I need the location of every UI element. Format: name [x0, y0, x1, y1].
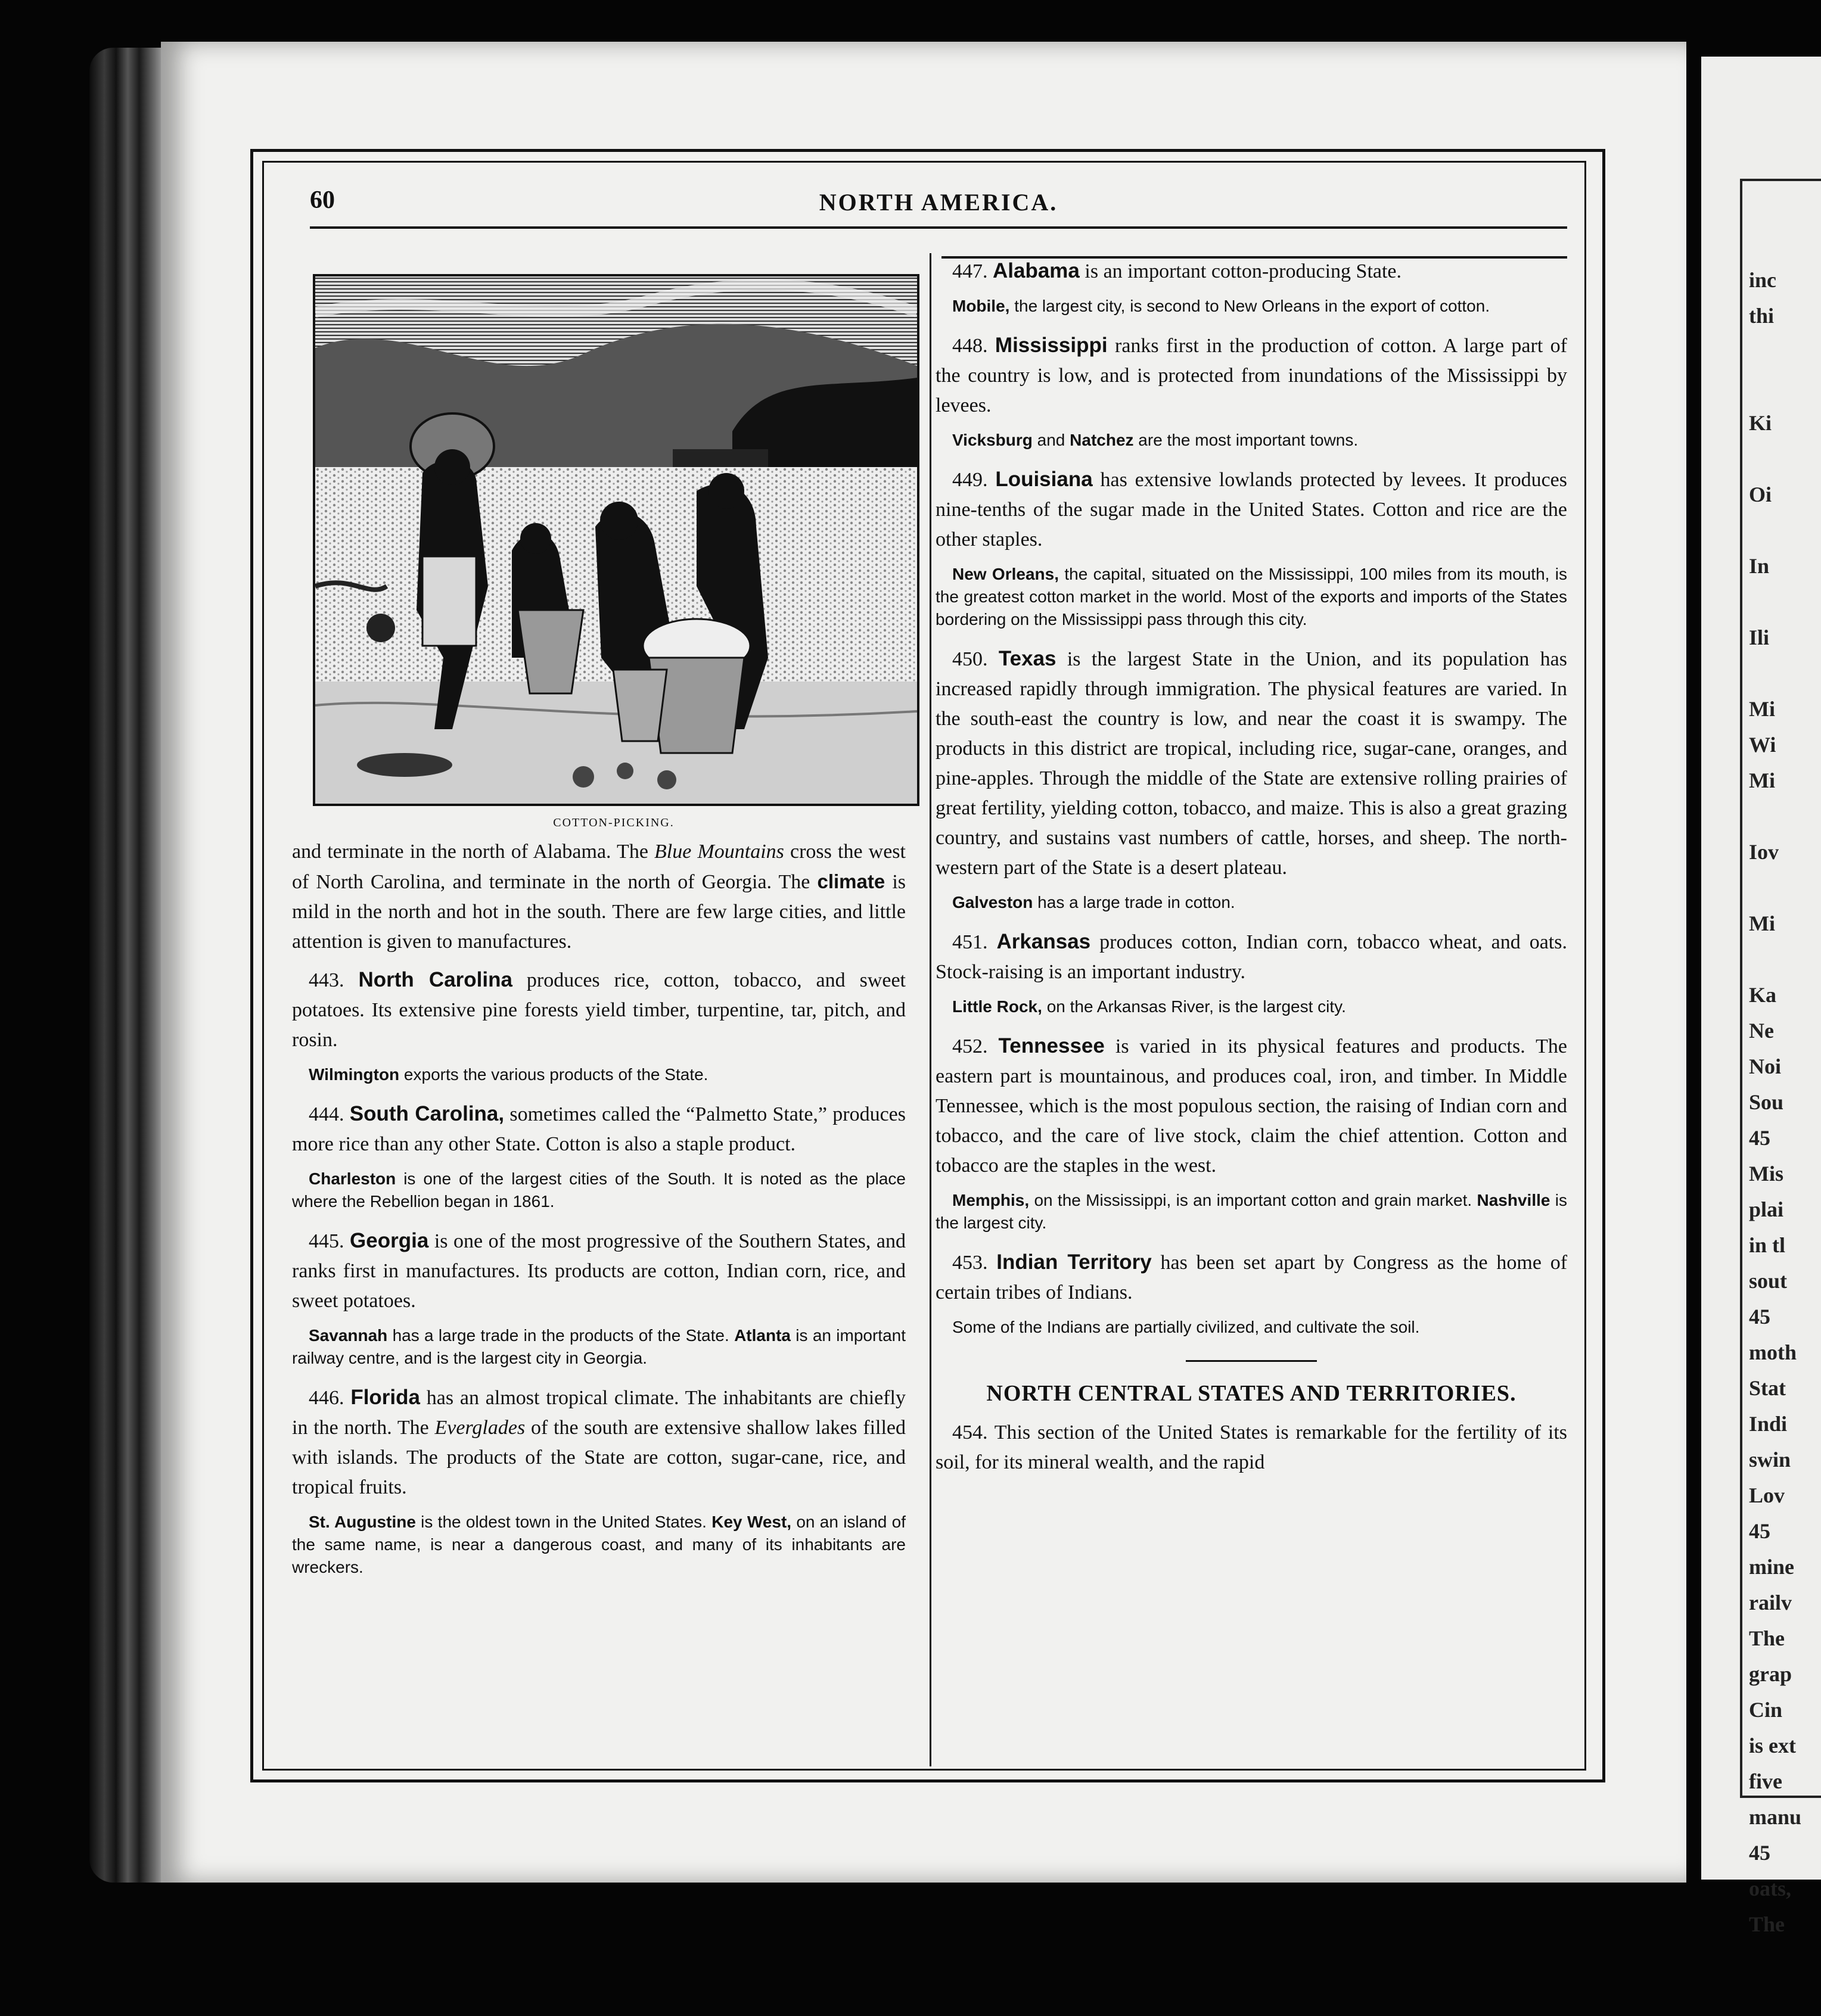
state-name: Georgia [350, 1229, 429, 1252]
text: is varied in its physical features and products. The eastern part is mountainous, and produces coal, iron, and timber. In Middle Tennessee, which is the most populous section, the raising of Indian corn and tobacco, and the care of live stock, claim the chief attention. Cotton and tobacco are the staples in the west. [936, 1035, 1567, 1177]
note-448 [936, 429, 1567, 452]
engraving-image [315, 276, 917, 804]
section-451 [936, 927, 1567, 987]
city-name: St. Augustine [309, 1513, 416, 1531]
left-column [292, 837, 906, 1592]
paragraph-continuation [292, 837, 906, 957]
section-heading: NORTH CENTRAL STATES AND TERRITORIES. [986, 1381, 1517, 1406]
section-number: 450. [952, 648, 988, 670]
italic-term: Everglades [434, 1417, 526, 1439]
running-title: NORTH AMERICA. [819, 189, 1058, 216]
text: is the largest city. [936, 1191, 1568, 1232]
city-name: Mobile, [952, 297, 1010, 315]
note-453: Some of the Indians are partially civilized, and cultivate the soil. [952, 1318, 1420, 1336]
section-452 [936, 1031, 1567, 1181]
note-449 [936, 563, 1567, 631]
text: ranks first in the production of cotton. A large part of the country is low, and is protected from inundations of the Mississippi by levees. [936, 335, 1568, 416]
city-name: Galveston [952, 893, 1033, 911]
text: and terminate in the north of Alabama. The [292, 841, 655, 863]
section-443 [292, 965, 906, 1055]
text: produces cotton, Indian corn, tobacco wheat, and oats. Stock-raising is an important industry. [936, 931, 1567, 983]
section-454 [936, 1418, 1567, 1477]
section-444 [292, 1099, 906, 1159]
city-name: Natchez [1070, 431, 1134, 449]
section-number: 443. [309, 969, 344, 991]
text: This section of the United States is remarkable for the fertility of its soil, for its mineral wealth, and the rapid [936, 1421, 1567, 1473]
book-binding [89, 48, 173, 1883]
text: is the largest State in the Union, and its population has increased rapidly through immigration. The physical features are varied. In the south-east the country is low, and near the coast it is swampy. The products in this district are tropical, including rice, sugar-cane, oranges, and pine-apples. Through the middle of the State are extensive rolling prairies of great fertility, yielding cotton, tobacco, and maize. This is also a great grazing country, and sustains vast numbers of cattle, horses, and sheep. The north-western part of the State is a desert plateau. [936, 648, 1568, 879]
state-name: Mississippi [995, 334, 1108, 357]
text: the largest city, is second to New Orleans in the export of cotton. [1009, 297, 1490, 315]
note-451 [936, 995, 1567, 1018]
note-444 [292, 1168, 906, 1213]
state-name: Arkansas [996, 930, 1091, 953]
city-name: New Orleans, [952, 565, 1059, 583]
text: has a large trade in the products of the State. [387, 1326, 735, 1345]
section-number: 446. [309, 1387, 344, 1409]
state-name: Florida [350, 1386, 420, 1409]
section-446 [292, 1383, 906, 1502]
cotton-picking-engraving [313, 274, 919, 806]
city-name: Key West, [711, 1513, 792, 1531]
text: has an almost tropical climate. The inhabitants are chiefly in the north. The [292, 1387, 906, 1439]
city-name: Charleston [309, 1169, 396, 1188]
state-name: South Carolina, [349, 1102, 505, 1125]
note-447 [936, 295, 1567, 318]
keyword: climate [817, 870, 885, 892]
text: cross the west of North Carolina, and terminate in the north of Georgia. The [292, 841, 906, 893]
text: of the south are extensive shallow lakes filled with islands. The products of the State are cotton, sugar-cane, rice, and tropical fruits. [292, 1417, 906, 1498]
running-head [310, 179, 1567, 229]
text: exports the various products of the State. [399, 1065, 708, 1084]
section-number: 444. [309, 1103, 344, 1125]
city-name: Vicksburg [952, 431, 1033, 449]
text: sometimes called the “Palmetto State,” produces more rice than any other State. Cotton is also a staple product. [292, 1103, 906, 1155]
text: is the oldest town in the United States. [415, 1513, 712, 1531]
city-name: Nashville [1477, 1191, 1550, 1209]
text: is an important cotton-producing State. [1079, 260, 1402, 282]
note-445 [292, 1324, 906, 1370]
text: and [1032, 431, 1070, 449]
section-445 [292, 1226, 906, 1316]
city-name: Savannah [309, 1326, 388, 1345]
text: is mild in the north and hot in the south. There are few large cities, and little attention is given to manufactures. [292, 871, 906, 953]
note-443 [292, 1063, 906, 1086]
section-447 [936, 256, 1567, 287]
text: is one of the most progressive of the Southern States, and ranks first in manufactures. Its products are cotton, Indian corn, rice, and sweet potatoes. [292, 1230, 906, 1312]
right-column [936, 256, 1567, 1486]
text: the capital, situated on the Mississippi, 100 miles from its mouth, is the greatest cotton market in the world. Most of the exports and imports of the States bordering on the Mississippi pass through this city. [936, 565, 1567, 629]
state-name: North Carolina [358, 968, 512, 991]
section-number: 451. [952, 931, 988, 953]
note-450 [936, 891, 1567, 914]
section-separator-rule [1186, 1360, 1317, 1362]
section-number: 452. [952, 1035, 988, 1057]
text: has extensive lowlands protected by levees. It produces nine-tenths of the sugar made in the United States. Cotton and rice are the other staples. [936, 469, 1568, 550]
note-452 [936, 1189, 1567, 1234]
state-name: Indian Territory [996, 1250, 1152, 1274]
section-449 [936, 465, 1567, 555]
section-453 [936, 1247, 1567, 1308]
text: on an island of the same name, is near a dangerous coast, and many of its inhabitants are wreckers. [292, 1513, 906, 1576]
text: on the Mississippi, is an important cotton and grain market. [1029, 1191, 1477, 1209]
note-446 [292, 1511, 906, 1579]
state-name: Alabama [993, 259, 1080, 282]
section-number: 454. [952, 1421, 988, 1443]
section-number: 448. [952, 335, 988, 357]
section-number: 447. [952, 260, 988, 282]
page-number: 60 [310, 186, 335, 214]
illustration-caption: COTTON-PICKING. [553, 816, 675, 829]
text: are the most important towns. [1133, 431, 1359, 449]
section-448 [936, 331, 1567, 421]
section-450 [936, 644, 1567, 883]
column-divider [930, 253, 931, 1766]
city-name: Atlanta [734, 1326, 791, 1345]
text: has a large trade in cotton. [1033, 893, 1235, 911]
section-number: 449. [952, 469, 988, 491]
next-page-text-fragment: inc thi Ki Oi In Ili Mi Wi Mi Iov Mi Ka Ne Noi Sou 45 Mis plai in tl sout 45 moth Stat Indi swin Lov 45 mine railv The grap Cin is ext five manu 45 oats, The [1749, 268, 1802, 1936]
state-name: Louisiana [995, 468, 1093, 491]
text: produces rice, cotton, tobacco, and sweet potatoes. Its extensive pine forests yield timber, turpentine, tar, pitch, and rosin. [292, 969, 906, 1051]
section-number: 445. [309, 1230, 344, 1252]
city-name: Wilmington [309, 1065, 400, 1084]
state-name: Tennessee [998, 1034, 1105, 1057]
italic-term: Blue Mountains [654, 841, 784, 863]
section-number: 453. [952, 1252, 988, 1274]
text: on the Arkansas River, is the largest city. [1042, 997, 1346, 1016]
state-name: Texas [998, 647, 1056, 670]
city-name: Memphis, [952, 1191, 1030, 1209]
text: has been set apart by Congress as the home of certain tribes of Indians. [936, 1252, 1568, 1303]
text: is an important railway centre, and is the largest city in Georgia. [292, 1326, 906, 1367]
city-name: Little Rock, [952, 997, 1042, 1016]
text: is one of the largest cities of the South. It is noted as the place where the Rebellion began in 1861. [292, 1169, 906, 1211]
